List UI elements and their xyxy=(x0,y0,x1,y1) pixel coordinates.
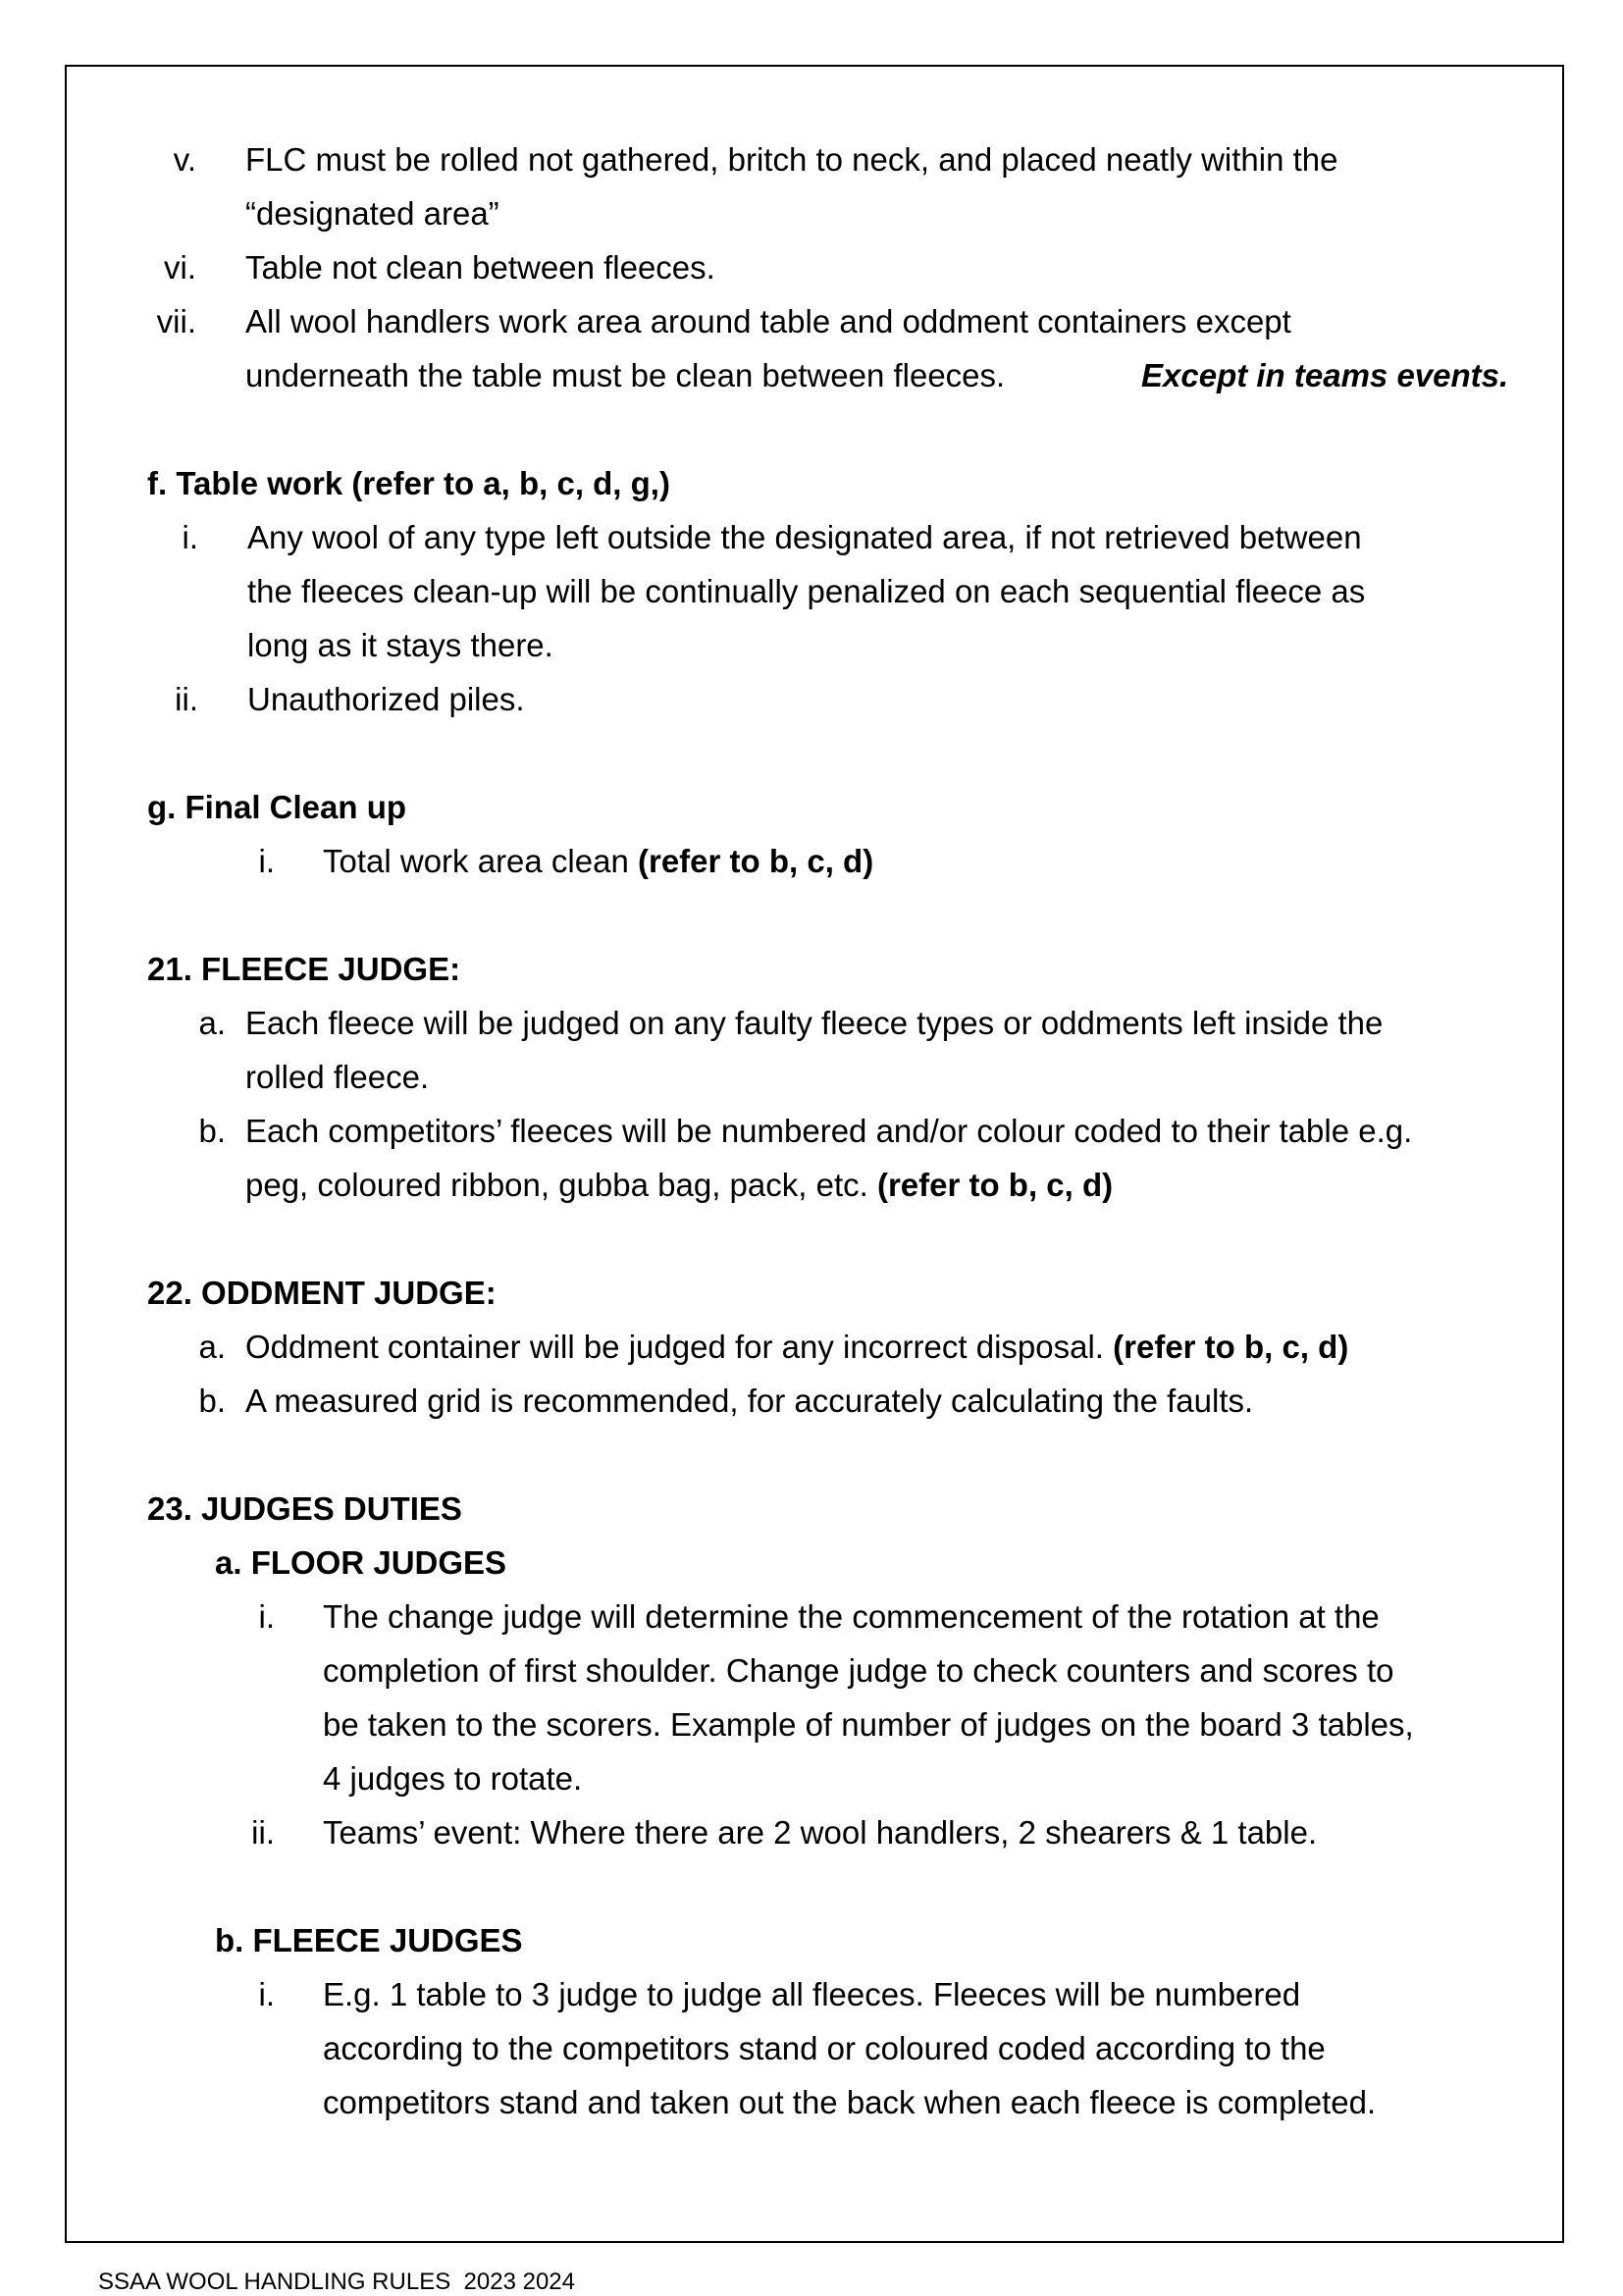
floor-judges-i-text: The change judge will determine the commencement of the rotation at the xyxy=(323,1598,1380,1635)
item-vii-text: All wool handlers work area around table and oddment containers except xyxy=(245,303,1291,339)
section-22-b-text: A measured grid is recommended, for accurately calculating the faults. xyxy=(245,1383,1254,1419)
page-footer: SSAA WOOL HANDLING RULES 2023 2024 xyxy=(98,2269,575,2295)
section-f-item-i-text-cont: long as it stays there. xyxy=(247,627,553,663)
item-vii-text-cont: underneath the table must be clean between fleeces. xyxy=(245,357,1006,393)
floor-judges-ii-number: ii. xyxy=(251,1814,275,1851)
floor-judges-heading: a. FLOOR JUDGES xyxy=(215,1544,507,1581)
item-v-text-cont: “designated area” xyxy=(245,195,499,232)
floor-judges-i-number: i. xyxy=(258,1598,275,1635)
section-f-item-i-number: i. xyxy=(182,519,198,555)
item-vi-number: vi. xyxy=(164,249,196,286)
section-22-a-ref: (refer to b, c, d) xyxy=(1113,1329,1349,1365)
section-f-item-i-text-cont: the fleeces clean-up will be continually penalized on each sequential fleece as xyxy=(247,573,1366,609)
section-f-heading: f. Table work (refer to a, b, c, d, g,) xyxy=(147,465,670,501)
section-g-item-i-ref: (refer to b, c, d) xyxy=(638,843,874,879)
section-22-heading: 22. ODDMENT JUDGE: xyxy=(147,1275,497,1311)
section-f-item-i-text: Any wool of any type left outside the designated area, if not retrieved between xyxy=(247,519,1362,555)
section-f-item-ii-text: Unauthorized piles. xyxy=(247,681,525,717)
section-g-item-i-text xyxy=(323,834,873,888)
fleece-judges-heading: b. FLEECE JUDGES xyxy=(215,1922,523,1958)
section-f-item-ii-number: ii. xyxy=(175,681,198,717)
section-22-b-number: b. xyxy=(198,1383,226,1419)
section-21-b-body: peg, coloured ribbon, gubba bag, pack, etc. xyxy=(245,1167,877,1203)
section-22-a-text xyxy=(245,1320,1348,1374)
section-21-b-ref: (refer to b, c, d) xyxy=(876,1167,1114,1203)
item-vi-text: Table not clean between fleeces. xyxy=(245,249,715,286)
fleece-judges-i-text: E.g. 1 table to 3 judge to judge all fleeces. Fleeces will be numbered xyxy=(323,1976,1301,2012)
fleece-judges-i-text-cont: according to the competitors stand or coloured coded according to the xyxy=(323,2030,1326,2066)
floor-judges-i-text-cont: be taken to the scorers. Example of number of judges on the board 3 tables, xyxy=(323,1706,1414,1743)
section-g-item-i-number: i. xyxy=(258,843,275,879)
section-g-heading: g. Final Clean up xyxy=(147,789,407,825)
section-g-item-i-body: Total work area clean xyxy=(323,843,638,879)
item-v-text: FLC must be rolled not gathered, britch to neck, and placed neatly within the xyxy=(245,141,1338,178)
floor-judges-ii-text: Teams’ event: Where there are 2 wool handlers, 2 shearers & 1 table. xyxy=(323,1814,1318,1851)
section-21-b-text-cont xyxy=(245,1158,1113,1212)
fleece-judges-i-text-cont: competitors stand and taken out the back when each fleece is completed. xyxy=(323,2084,1377,2120)
section-21-heading: 21. FLEECE JUDGE: xyxy=(147,951,461,987)
section-21-a-number: a. xyxy=(198,1005,226,1041)
section-21-a-text-cont: rolled fleece. xyxy=(245,1059,430,1095)
section-21-b-number: b. xyxy=(198,1113,226,1149)
fleece-judges-i-number: i. xyxy=(258,1976,275,2012)
section-23-heading: 23. JUDGES DUTIES xyxy=(147,1490,462,1527)
section-22-a-number: a. xyxy=(198,1329,226,1365)
section-21-a-text: Each fleece will be judged on any faulty fleece types or oddments left inside the xyxy=(245,1005,1384,1041)
floor-judges-i-text-cont: 4 judges to rotate. xyxy=(323,1760,583,1797)
item-vii-number: vii. xyxy=(156,303,196,339)
item-v-number: v. xyxy=(173,141,196,178)
section-22-a-body: Oddment container will be judged for any incorrect disposal. xyxy=(245,1329,1114,1365)
floor-judges-i-text-cont: completion of first shoulder. Change judge to check counters and scores to xyxy=(323,1652,1394,1689)
item-vii-emphasis: Except in teams events. xyxy=(1141,357,1509,393)
section-21-b-text: Each competitors’ fleeces will be numbered and/or colour coded to their table e.g. xyxy=(245,1113,1413,1149)
